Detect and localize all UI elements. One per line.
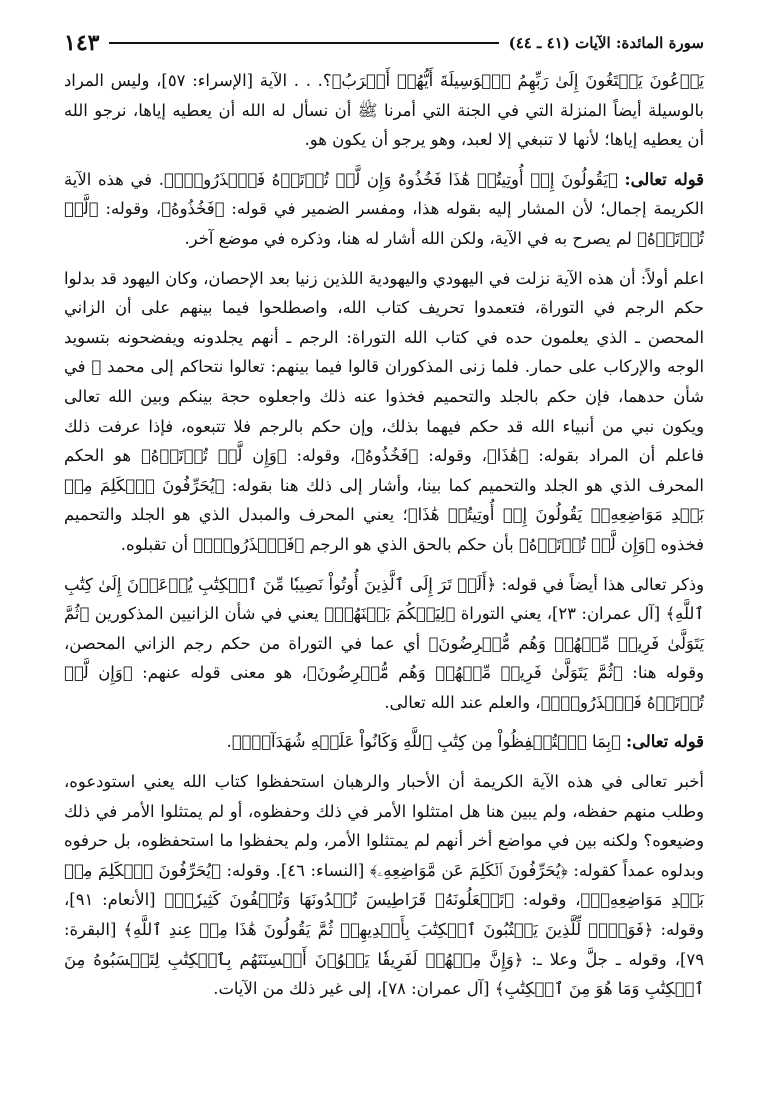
paragraph-text: ﴿بِمَا ٱسۡتُحۡفِظُواْ مِن كِتَٰبِ ٱللَّهِ وَكَانُواْ عَلَيۡهِ شُهَدَآءَۚ﴾.: [226, 732, 627, 752]
paragraph-text: ﴿يَقُولُونَ إِنۡ أُوتِيتُمۡ هَٰذَا فَخُذُوهُ وَإِن لَّمۡ تُؤۡتَوۡهُ فَٱحۡذَرُواْۚ﴾. في هذه الآية الكريمة إجمال؛ لأن المشار إليه بقوله هذا، ومفسر الضمير في قوله: ﴿فَخُذُوهُ﴾، وقوله: ﴿لَّمۡ تُؤۡتَوۡهُ﴾ لم يصرح به في الآية، ولكن الله أشار له هنا، وذكره في موضع آخر.: [64, 169, 704, 248]
page-header: [64, 28, 704, 58]
paragraph-4: [64, 570, 704, 718]
paragraph-6: [64, 767, 704, 1004]
page-title: سورة المائدة: الآيات (٤١ ـ ٤٤): [508, 34, 704, 52]
page-number: ١٤٣: [64, 30, 100, 56]
paragraph-5: [64, 727, 704, 757]
paragraph-1: [64, 66, 704, 155]
paragraph-2: [64, 165, 704, 254]
verse-heading: قوله تعالى:: [626, 732, 704, 752]
page-body: [64, 66, 704, 1004]
verse-heading: قوله تعالى:: [624, 169, 704, 189]
paragraph-3: [64, 264, 704, 560]
paragraph-text: اعلم أولاً: أن هذه الآية نزلت في اليهودي واليهودية اللذين زنيا بعد الإحصان، وكان اليهود قد بدلوا حكم الرجم في التوراة، فتعمدوا تحريف كتاب الله، واصطلحوا فيما بينهم على أن الزاني المحصن ـ الذي يعلمون حده في كتاب الله التوراة: الرجم ـ أنهم يجلدونه ويفضحونه بتسويد الوجه والإركاب على حمار. فلما زنى المذكوران قالوا فيما بينهم: تعالوا نتحاكم إلى محمد ﷺ في شأن حدهما، فإن حكم بالجلد والتحميم فخذوا عنه ذلك واجعلوه حجة بينكم وبين الله تعالى ويكون نبي من أنبياء الله قد حكم فيهما بذلك، وإن حكم بالرجم فلا تتبعوه، فإذا عرفت ذلك فاعلم أن المراد بقوله: ﴿هَٰذَا﴾، وقوله: ﴿فَخُذُوهُ﴾، وقوله: ﴿وَإِن لَّمۡ تُؤۡتَوۡهُ﴾ هو الحكم المحرف الذي هو الجلد والتحميم كما بينا، وأشار إلى ذلك هنا بقوله: ﴿يُحَرِّفُونَ ٱلۡكَلِمَ مِنۢ بَعۡدِ مَوَاضِعِهِۦۖ يَقُولُونَ إِنۡ أُوتِيتُمۡ هَٰذَا﴾؛ يعني المحرف والمبدل الذي هو الجلد والتحميم فخذوه ﴿وَإِن لَّمۡ تُؤۡتَوۡهُ﴾ بأن حكم بالحق الذي هو الرجم ﴿فَٱحۡذَرُواْۚ﴾ أن تقبلوه.: [64, 268, 704, 554]
header-rule: [109, 42, 498, 44]
paragraph-text: وذكر تعالى هذا أيضاً في قوله: ﴿أَلَمۡ تَرَ إِلَى ٱلَّذِينَ أُوتُواْ نَصِيبٗا مِّنَ ٱلۡكِتَٰبِ يُدۡعَوۡنَ إِلَىٰ كِتَٰبِ ٱللَّهِ﴾ [آل عمران: ٢٣]، يعني التوراة ﴿لِيَحۡكُمَ بَيۡنَهُمۡ﴾ يعني في شأن الزانيين المذكورين ﴿ثُمَّ يَتَوَلَّىٰ فَرِيقٞ مِّنۡهُمۡ وَهُم مُّعۡرِضُونَ﴾ أي عما في التوراة من حكم رجم الزاني المحصن، وقوله هنا: ﴿ثُمَّ يَتَوَلَّىٰ فَرِيقٞ مِّنۡهُمۡ وَهُم مُّعۡرِضُونَ﴾، هو معنى قوله عنهم: ﴿وَإِن لَّمۡ تُؤۡتَوۡهُ فَٱحۡذَرُواْۚ﴾، والعلم عند الله تعالى.: [64, 574, 704, 712]
paragraph-text: أخبر تعالى في هذه الآية الكريمة أن الأحبار والرهبان استحفظوا كتاب الله يعني استودعوه، وطلب منهم حفظه، ولم يبين هنا هل امتثلوا الأمر في ذلك وحفظوه، أو لم يمتثلوا الأمر في ذلك وضيعوه؟ ولكنه بين في مواضع أخر أنهم لم يمتثلوا الأمر، ولم يحفظوا ما استحفظوه، بل حرفوه وبدلوه عمداً كقوله: ﴿يُحَرِّفُونَ ٱلۡكَلِمَ عَن مَّوَاضِعِهِۦ﴾ [النساء: ٤٦]. وقوله: ﴿يُحَرِّفُونَ ٱلۡكَلِمَ مِنۢ بَعۡدِ مَوَاضِعِهِۦۖ﴾، وقوله: ﴿تَجۡعَلُونَهُۥ قَرَاطِيسَ تُبۡدُونَهَا وَتُخۡفُونَ كَثِيرٗاۖ﴾ [الأنعام: ٩١]، وقوله: ﴿فَوَيۡلٞ لِّلَّذِينَ يَكۡتُبُونَ ٱلۡكِتَٰبَ بِأَيۡدِيهِمۡ ثُمَّ يَقُولُونَ هَٰذَا مِنۡ عِندِ ٱللَّهِ﴾ [البقرة: ٧٩]، وقوله ـ جلَّ وعلا ـ: ﴿وَإِنَّ مِنۡهُمۡ لَفَرِيقٗا يَلۡوُۥنَ أَلۡسِنَتَهُم بِٱلۡكِتَٰبِ لِتَحۡسَبُوهُ مِنَ ٱلۡكِتَٰبِ وَمَا هُوَ مِنَ ٱلۡكِتَٰبِ﴾ [آل عمران: ٧٨]، إلى غير ذلك من الآيات.: [64, 772, 704, 999]
paragraph-text: يَدۡعُونَ يَبۡتَغُونَ إِلَىٰ رَبِّهِمُ ٱلۡوَسِيلَةَ أَيُّهُمۡ أَقۡرَبُ﴾؟. . . الآية [الإسراء: ٥٧]، وليس المراد بالوسيلة أيضاً المنزلة التي في الجنة التي أمرنا ﷺ أن نسأل له الله أن يعطيه إياها، نرجو الله أن يعطيه إياها؛ لأنها لا تنبغي إلا لعبد، وهو يرجو أن يكون هو.: [64, 71, 704, 150]
